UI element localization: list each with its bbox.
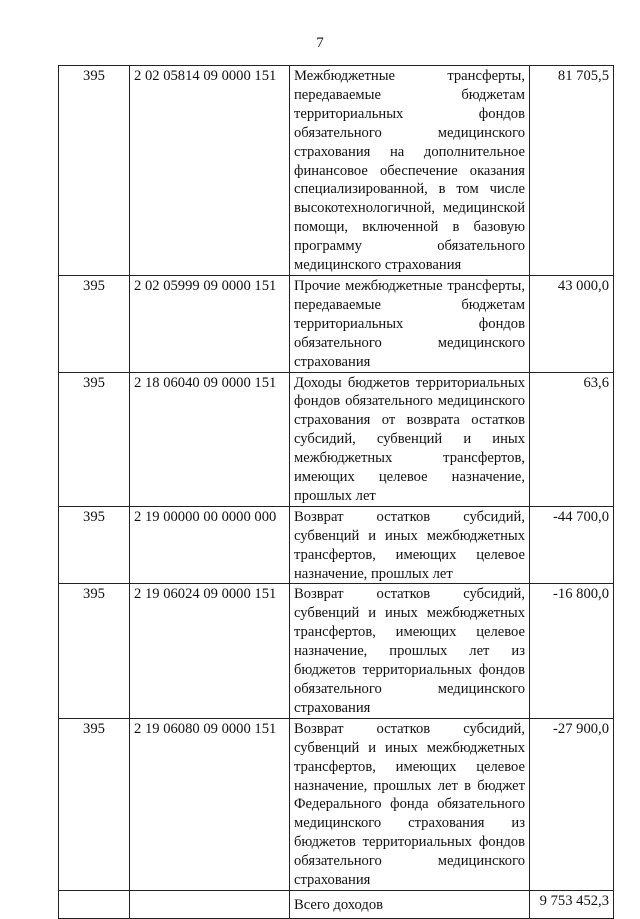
- total-label: Всего доходов: [290, 890, 530, 918]
- classification-code-cell: 2 19 00000 00 0000 000: [130, 506, 290, 584]
- revenue-name-cell: Доходы бюджетов территориальных фондов обязательного медицинского страхования от возврата остатков субсидий, субвенций и иных межбюджетных трансфертов, имеющих целевое назначение, прошлых лет: [290, 372, 530, 506]
- table-row: [59, 584, 614, 718]
- classification-code-cell: 2 02 05999 09 0000 151: [130, 275, 290, 372]
- classification-code-cell: 2 19 06024 09 0000 151: [130, 584, 290, 718]
- admin-code-cell: 395: [59, 506, 130, 584]
- revenue-table: [58, 65, 614, 919]
- classification-code-cell: 2 19 06080 09 0000 151: [130, 718, 290, 890]
- table-row: [59, 718, 614, 890]
- revenue-name-cell: Прочие межбюджетные трансферты, передаваемые бюджетам территориальных фондов обязательного медицинского страхования: [290, 275, 530, 372]
- amount-cell: -44 700,0: [530, 506, 614, 584]
- table-row: [59, 506, 614, 584]
- empty-cell: [130, 890, 290, 918]
- page-number: 7: [316, 35, 324, 51]
- admin-code-cell: 395: [59, 66, 130, 276]
- classification-code-cell: 2 18 06040 09 0000 151: [130, 372, 290, 506]
- admin-code-cell: 395: [59, 718, 130, 890]
- amount-cell: 43 000,0: [530, 275, 614, 372]
- admin-code-cell: 395: [59, 584, 130, 718]
- admin-code-cell: 395: [59, 372, 130, 506]
- revenue-name-cell: Возврат остатков субсидий, субвенций и иных межбюджетных трансфертов, имеющих целевое назначение, прошлых лет из бюджетов территориальных фондов обязательного медицинского страхования: [290, 584, 530, 718]
- amount-cell: -27 900,0: [530, 718, 614, 890]
- revenue-name-cell: Межбюджетные трансферты, передаваемые бюджетам территориальных фондов обязательного медицинского страхования на дополнительное финансовое обеспечение оказания специализированной, в том числе высокотехнологичной, медицинской помощи, включенной в базовую программу обязательного медицинского страхования: [290, 66, 530, 276]
- total-amount: 9 753 452,3: [530, 890, 614, 918]
- admin-code-cell: 395: [59, 275, 130, 372]
- revenue-name-cell: Возврат остатков субсидий, субвенций и иных межбюджетных трансфертов, имеющих целевое назначение, прошлых лет: [290, 506, 530, 584]
- amount-cell: 81 705,5: [530, 66, 614, 276]
- revenue-name-cell: Возврат остатков субсидий, субвенций и иных межбюджетных трансфертов, имеющих целевое назначение, прошлых лет в бюджет Федерального фонда обязательного медицинского страхования из бюджетов территориальных фондов обязательного медицинского страхования: [290, 718, 530, 890]
- empty-cell: [59, 890, 130, 918]
- table-row: [59, 275, 614, 372]
- amount-cell: -16 800,0: [530, 584, 614, 718]
- total-row: [59, 890, 614, 918]
- amount-cell: 63,6: [530, 372, 614, 506]
- table-row: [59, 66, 614, 276]
- table-row: [59, 372, 614, 506]
- classification-code-cell: 2 02 05814 09 0000 151: [130, 66, 290, 276]
